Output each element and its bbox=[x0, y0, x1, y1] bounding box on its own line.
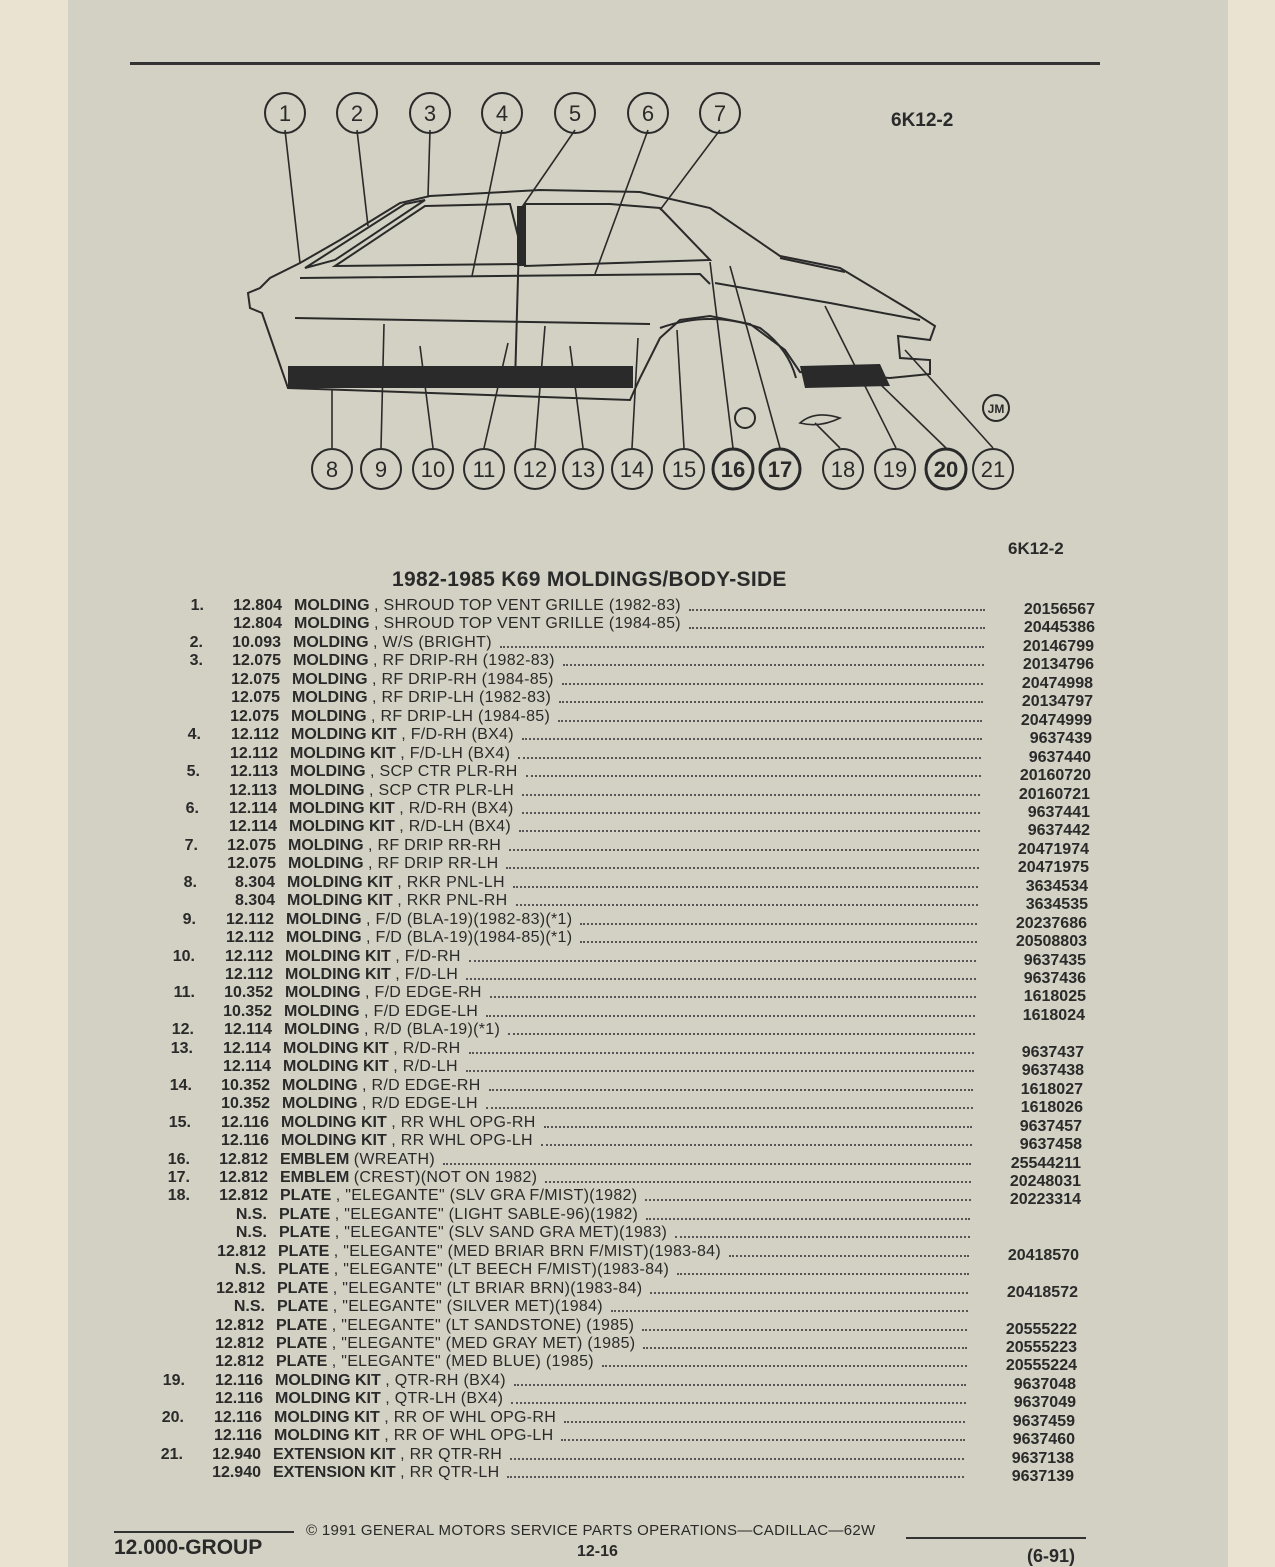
part-number: 20418570 bbox=[1007, 1246, 1079, 1264]
part-name: MOLDING KIT bbox=[285, 966, 391, 983]
group-number: 12.116 bbox=[220, 1113, 269, 1131]
group-number: 12.116 bbox=[213, 1427, 262, 1445]
callout-10 bbox=[413, 449, 453, 489]
part-name: MOLDING KIT bbox=[281, 1113, 387, 1131]
group-number: N.S. bbox=[234, 1261, 266, 1279]
part-detail: , RF DRIP RR-RH bbox=[368, 836, 502, 854]
group-number: 12.812 bbox=[216, 1279, 265, 1297]
part-number: 9637139 bbox=[1011, 1468, 1074, 1486]
svg-text:9: 9 bbox=[374, 457, 388, 482]
group-number: 12.114 bbox=[228, 818, 277, 836]
svg-text:12: 12 bbox=[522, 457, 548, 482]
item-number: 21. bbox=[160, 1445, 183, 1463]
part-name: MOLDING bbox=[294, 615, 370, 633]
figure-id-top: 6K12-2 bbox=[891, 110, 954, 131]
part-detail: , RF DRIP-LH (1982-83) bbox=[372, 689, 552, 707]
wreath-emblem bbox=[735, 408, 755, 428]
part-number: 9637439 bbox=[1029, 730, 1092, 748]
part-name: MOLDING KIT bbox=[287, 892, 393, 910]
part-name: MOLDING KIT bbox=[281, 1132, 387, 1150]
part-name: MOLDING bbox=[293, 652, 369, 670]
part-number: 20445386 bbox=[1023, 619, 1095, 637]
group-number: 12.112 bbox=[224, 947, 273, 965]
callout-9 bbox=[361, 449, 401, 489]
group-number: 12.812 bbox=[219, 1150, 268, 1168]
svg-text:4: 4 bbox=[495, 101, 509, 126]
part-name: PLATE bbox=[279, 1224, 331, 1242]
part-number: 9637138 bbox=[1011, 1449, 1074, 1467]
group-number: 12.116 bbox=[213, 1408, 262, 1426]
part-name: PLATE bbox=[280, 1187, 332, 1205]
part-name: EMBLEM bbox=[280, 1150, 350, 1168]
part-number: 9637438 bbox=[1021, 1062, 1084, 1080]
item-number: 15. bbox=[168, 1113, 191, 1131]
part-number: 20237686 bbox=[1015, 914, 1087, 932]
item-number: 8. bbox=[183, 873, 197, 891]
item-number: 4. bbox=[187, 726, 201, 744]
group-number: 12.116 bbox=[220, 1132, 269, 1150]
part-number: 1618024 bbox=[1022, 1006, 1085, 1024]
wheel-arch bbox=[660, 319, 796, 378]
part-detail: , W/S (BRIGHT) bbox=[373, 633, 492, 651]
part-number: 20160721 bbox=[1018, 785, 1090, 803]
svg-text:3: 3 bbox=[423, 101, 437, 126]
part-name: EXTENSION KIT bbox=[273, 1464, 396, 1482]
part-name: MOLDING KIT bbox=[274, 1427, 380, 1445]
part-detail: , "ELEGANTE" (MED GRAY MET) (1985) bbox=[331, 1335, 636, 1352]
item-number: 16. bbox=[167, 1150, 190, 1168]
group-number: 12.112 bbox=[224, 966, 273, 983]
item-number: 3. bbox=[189, 652, 203, 670]
part-number: 9637460 bbox=[1012, 1431, 1075, 1449]
part-number: 9637442 bbox=[1027, 822, 1090, 840]
part-detail: , F/D EDGE-RH bbox=[365, 984, 482, 1002]
part-number: 9637435 bbox=[1023, 951, 1086, 969]
group-number: 12.812 bbox=[215, 1316, 264, 1334]
group-number: 10.352 bbox=[224, 984, 273, 1002]
top-rule bbox=[130, 62, 1100, 65]
callout-6 bbox=[628, 93, 668, 133]
group-number: 12.112 bbox=[225, 910, 274, 928]
part-detail: , "ELEGANTE" (MED BLUE) (1985) bbox=[331, 1353, 594, 1371]
part-name: PLATE bbox=[276, 1335, 328, 1352]
part-name: MOLDING KIT bbox=[275, 1390, 381, 1408]
footer-page-number: 12-16 bbox=[577, 1543, 618, 1560]
part-number: 20471974 bbox=[1017, 840, 1089, 858]
svg-text:15: 15 bbox=[671, 457, 697, 482]
part-number: 20134796 bbox=[1022, 656, 1094, 674]
part-name: MOLDING KIT bbox=[289, 818, 395, 836]
item-number: 2. bbox=[189, 633, 203, 651]
part-number: 20474998 bbox=[1021, 674, 1093, 692]
group-number: 12.812 bbox=[219, 1168, 268, 1186]
svg-text:17: 17 bbox=[767, 457, 793, 482]
item-number: 1. bbox=[190, 597, 204, 614]
group-number: 12.112 bbox=[229, 744, 278, 762]
footer-group: 12.000-GROUP bbox=[114, 1536, 263, 1559]
part-name: MOLDING KIT bbox=[274, 1408, 380, 1426]
part-name: MOLDING bbox=[285, 984, 361, 1002]
part-name: PLATE bbox=[276, 1353, 328, 1371]
part-detail: , F/D-LH (BX4) bbox=[400, 744, 511, 762]
elegante-plate bbox=[800, 415, 840, 425]
part-detail: , F/D-RH (BX4) bbox=[401, 726, 514, 744]
part-detail: , RR OF WHL OPG-LH bbox=[384, 1427, 554, 1445]
group-number: 12.116 bbox=[214, 1371, 263, 1389]
group-number: 12.075 bbox=[230, 707, 279, 725]
callout-5 bbox=[555, 93, 595, 133]
group-number: 12.075 bbox=[232, 652, 281, 670]
svg-text:8: 8 bbox=[325, 457, 339, 482]
part-name: MOLDING bbox=[292, 670, 368, 688]
group-number: 12.804 bbox=[233, 615, 282, 633]
part-detail: , SCP CTR PLR-LH bbox=[369, 781, 514, 799]
footer-copyright: © 1991 GENERAL MOTORS SERVICE PARTS OPERATIONS—CADILLAC—62W bbox=[306, 1522, 876, 1539]
footer-rule-left bbox=[114, 1531, 294, 1533]
part-name: MOLDING KIT bbox=[287, 873, 393, 891]
part-detail: , RF DRIP-RH (1984-85) bbox=[372, 670, 554, 688]
part-detail: , R/D (BLA-19)(*1) bbox=[364, 1021, 501, 1039]
part-name: MOLDING bbox=[284, 1021, 360, 1039]
part-detail: , "ELEGANTE" (LT BRIAR BRN)(1983-84) bbox=[332, 1279, 643, 1297]
part-name: MOLDING bbox=[288, 836, 364, 854]
belt-line bbox=[300, 274, 710, 284]
part-detail: , R/D-LH (BX4) bbox=[399, 818, 511, 836]
callout-18 bbox=[823, 449, 863, 489]
part-detail: , RF DRIP-LH (1984-85) bbox=[371, 707, 551, 725]
svg-text:16: 16 bbox=[720, 457, 746, 482]
svg-text:11: 11 bbox=[472, 457, 496, 482]
part-number: 20156567 bbox=[1023, 601, 1095, 618]
part-name: MOLDING KIT bbox=[289, 799, 395, 817]
group-number: N.S. bbox=[235, 1205, 267, 1223]
part-number: 9637436 bbox=[1023, 970, 1086, 987]
part-name: PLATE bbox=[279, 1205, 331, 1223]
group-number: 12.940 bbox=[212, 1464, 261, 1482]
part-detail: , F/D-RH bbox=[395, 947, 461, 965]
part-name: PLATE bbox=[277, 1279, 329, 1297]
part-name: MOLDING bbox=[290, 763, 366, 781]
part-name: MOLDING bbox=[282, 1095, 358, 1113]
figure-id-bottom: 6K12-2 bbox=[1008, 539, 1064, 558]
part-number: 9637457 bbox=[1019, 1117, 1082, 1135]
svg-text:6: 6 bbox=[641, 101, 655, 126]
part-detail: , R/D-LH bbox=[393, 1058, 458, 1076]
part-number: 9637459 bbox=[1012, 1412, 1075, 1430]
footer-rule-right bbox=[906, 1537, 1086, 1539]
part-detail: , R/D-RH bbox=[393, 1039, 461, 1057]
svg-text:18: 18 bbox=[830, 457, 856, 482]
part-number: 25544211 bbox=[1010, 1154, 1081, 1172]
part-detail: , RF DRIP-RH (1982-83) bbox=[373, 652, 555, 670]
part-detail: , SHROUD TOP VENT GRILLE (1984-85) bbox=[374, 615, 681, 633]
group-number: 12.114 bbox=[222, 1039, 271, 1057]
callout-14 bbox=[612, 449, 652, 489]
group-number: 10.352 bbox=[221, 1076, 270, 1094]
footer-date: (6-91) bbox=[1027, 1546, 1076, 1566]
group-number: 12.075 bbox=[227, 836, 276, 854]
part-detail: , QTR-LH (BX4) bbox=[385, 1390, 504, 1408]
part-number: 20555223 bbox=[1005, 1339, 1077, 1356]
part-number: 9637440 bbox=[1028, 748, 1091, 766]
part-name: MOLDING KIT bbox=[290, 744, 396, 762]
section-title: 1982-1985 K69 MOLDINGS/BODY-SIDE bbox=[392, 568, 787, 591]
quarter-line bbox=[715, 283, 920, 320]
svg-text:13: 13 bbox=[570, 457, 596, 482]
part-name: MOLDING bbox=[284, 1002, 360, 1020]
part-name: PLATE bbox=[276, 1316, 328, 1334]
part-number: 20555224 bbox=[1005, 1357, 1077, 1375]
part-number: 9637458 bbox=[1019, 1136, 1082, 1154]
part-number: 20223314 bbox=[1009, 1191, 1081, 1209]
windshield bbox=[305, 200, 425, 268]
item-number: 6. bbox=[185, 799, 199, 817]
part-number: 20508803 bbox=[1015, 933, 1087, 951]
item-number: 13. bbox=[170, 1039, 193, 1057]
group-number: 10.093 bbox=[232, 633, 281, 651]
callout-4 bbox=[482, 93, 522, 133]
part-detail: , RR WHL OPG-RH bbox=[391, 1113, 536, 1131]
callout-8 bbox=[312, 449, 352, 489]
part-detail: , F/D EDGE-LH bbox=[364, 1002, 479, 1020]
part-number: 20471975 bbox=[1017, 859, 1089, 877]
group-number: 12.114 bbox=[222, 1058, 271, 1076]
part-detail: , RR OF WHL OPG-RH bbox=[384, 1408, 557, 1426]
part-number: 9637441 bbox=[1027, 803, 1090, 821]
part-name: MOLDING bbox=[282, 1076, 358, 1094]
part-number: 20160720 bbox=[1019, 767, 1091, 785]
group-number: 12.804 bbox=[233, 597, 282, 614]
part-name: PLATE bbox=[277, 1298, 329, 1316]
callout-13 bbox=[563, 449, 603, 489]
group-number: 12.812 bbox=[217, 1242, 266, 1260]
item-number: 10. bbox=[172, 947, 195, 965]
group-number: 12.812 bbox=[219, 1187, 268, 1205]
callout-11 bbox=[464, 449, 504, 489]
callout-15 bbox=[664, 449, 704, 489]
item-number: 20. bbox=[161, 1408, 184, 1426]
group-number: 12.075 bbox=[227, 855, 276, 873]
part-name: MOLDING bbox=[286, 910, 362, 928]
center-pillar-molding bbox=[517, 206, 524, 266]
group-number: 12.113 bbox=[228, 781, 277, 799]
group-number: 12.075 bbox=[231, 689, 280, 707]
part-detail: , RR WHL OPG-LH bbox=[391, 1132, 533, 1150]
item-number: 7. bbox=[184, 836, 198, 854]
part-number: 1618025 bbox=[1023, 988, 1086, 1006]
part-detail: (WREATH) bbox=[353, 1150, 435, 1168]
rocker-panel-molding bbox=[288, 366, 633, 388]
part-name: MOLDING KIT bbox=[275, 1371, 381, 1389]
part-name: MOLDING KIT bbox=[285, 947, 391, 965]
svg-text:10: 10 bbox=[420, 457, 446, 482]
part-number: 20555222 bbox=[1005, 1320, 1077, 1338]
part-detail: , "ELEGANTE" (SLV GRA F/MIST)(1982) bbox=[335, 1187, 638, 1205]
part-number: 3634534 bbox=[1025, 877, 1088, 895]
part-number: 20248031 bbox=[1009, 1172, 1081, 1190]
group-number: 10.352 bbox=[223, 1002, 272, 1020]
svg-text:1: 1 bbox=[278, 101, 292, 126]
part-name: MOLDING bbox=[291, 707, 367, 725]
svg-text:14: 14 bbox=[619, 457, 645, 482]
item-number: 14. bbox=[169, 1076, 192, 1094]
body-line bbox=[295, 318, 650, 324]
callout-19 bbox=[875, 449, 915, 489]
svg-text:2: 2 bbox=[350, 101, 364, 126]
group-number: N.S. bbox=[233, 1298, 265, 1316]
item-number: 19. bbox=[162, 1371, 185, 1389]
group-number: 12.112 bbox=[230, 726, 279, 744]
part-detail: (CREST)(NOT ON 1982) bbox=[353, 1168, 538, 1186]
part-name: PLATE bbox=[278, 1242, 330, 1260]
group-number: 12.113 bbox=[229, 763, 278, 781]
part-detail: , "ELEGANTE" (LT SANDSTONE) (1985) bbox=[331, 1316, 635, 1334]
rear-pillar-line bbox=[780, 258, 845, 272]
part-name: MOLDING KIT bbox=[291, 726, 397, 744]
part-detail: , RR QTR-LH bbox=[400, 1464, 500, 1482]
part-detail: , RR QTR-RH bbox=[400, 1445, 503, 1463]
part-detail: , R/D-RH (BX4) bbox=[399, 799, 514, 817]
part-name: MOLDING KIT bbox=[283, 1039, 389, 1057]
group-number: 12.940 bbox=[212, 1445, 261, 1463]
group-number: 12.112 bbox=[225, 929, 274, 947]
callout-21 bbox=[973, 449, 1013, 489]
callout-2 bbox=[337, 93, 377, 133]
item-number: 17. bbox=[167, 1168, 190, 1186]
part-name: MOLDING bbox=[288, 855, 364, 873]
group-number: 10.352 bbox=[221, 1095, 270, 1113]
part-detail: , "ELEGANTE" (SILVER MET)(1984) bbox=[332, 1298, 603, 1316]
part-detail: , SCP CTR PLR-RH bbox=[370, 763, 518, 781]
item-number: 12. bbox=[171, 1021, 194, 1039]
item-number: 5. bbox=[186, 763, 200, 781]
svg-text:5: 5 bbox=[568, 101, 582, 126]
part-number: 20146799 bbox=[1022, 637, 1094, 655]
part-number: 1618027 bbox=[1020, 1080, 1083, 1098]
part-detail: , "ELEGANTE" (LT BEECH F/MIST)(1983-84) bbox=[333, 1261, 670, 1279]
callout-20 bbox=[926, 449, 966, 489]
group-number: 12.812 bbox=[215, 1353, 264, 1371]
group-number: 8.304 bbox=[234, 892, 275, 910]
callout-1 bbox=[265, 93, 305, 133]
part-detail: , "ELEGANTE" (SLV SAND GRA MET)(1983) bbox=[334, 1224, 668, 1242]
callout-3 bbox=[410, 93, 450, 133]
jm-badge bbox=[983, 395, 1009, 421]
part-number: 9637437 bbox=[1021, 1043, 1084, 1061]
part-detail: , SHROUD TOP VENT GRILLE (1982-83) bbox=[374, 597, 681, 614]
item-number: 9. bbox=[182, 910, 196, 928]
group-number: 12.116 bbox=[214, 1390, 263, 1408]
part-detail: , RKR PNL-RH bbox=[397, 892, 508, 910]
part-detail: , F/D (BLA-19)(1984-85)(*1) bbox=[366, 929, 573, 947]
part-name: EXTENSION KIT bbox=[273, 1445, 396, 1463]
svg-text:19: 19 bbox=[882, 457, 908, 482]
group-number: N.S. bbox=[235, 1224, 267, 1242]
part-name: EMBLEM bbox=[280, 1168, 350, 1186]
rear-rocker-molding bbox=[800, 364, 890, 388]
part-detail: , RKR PNL-LH bbox=[397, 873, 505, 891]
group-number: 12.114 bbox=[228, 799, 277, 817]
part-name: MOLDING bbox=[292, 689, 368, 707]
callout-16 bbox=[713, 449, 753, 489]
group-number: 12.075 bbox=[231, 670, 280, 688]
part-number: 3634535 bbox=[1025, 896, 1088, 914]
part-number: 20474999 bbox=[1020, 711, 1092, 729]
part-detail: , R/D EDGE-LH bbox=[362, 1095, 478, 1113]
part-name: MOLDING bbox=[286, 929, 362, 947]
part-name: MOLDING bbox=[293, 633, 369, 651]
callout-12 bbox=[515, 449, 555, 489]
front-door-window bbox=[335, 204, 525, 266]
part-name: MOLDING bbox=[289, 781, 365, 799]
part-detail: , F/D-LH bbox=[395, 966, 459, 983]
svg-text:20: 20 bbox=[933, 457, 959, 482]
part-detail: , "ELEGANTE" (MED BRIAR BRN F/MIST)(1983-84) bbox=[333, 1242, 722, 1260]
group-number: 8.304 bbox=[234, 873, 275, 891]
part-name: MOLDING bbox=[294, 597, 370, 614]
group-number: 12.812 bbox=[215, 1335, 264, 1352]
part-number: 20418572 bbox=[1006, 1283, 1078, 1301]
callout-7 bbox=[700, 93, 740, 133]
part-detail: , R/D EDGE-RH bbox=[362, 1076, 481, 1094]
part-number: 1618026 bbox=[1020, 1099, 1083, 1117]
callout-17 bbox=[760, 449, 800, 489]
part-detail: , RF DRIP RR-LH bbox=[368, 855, 499, 873]
part-detail: , F/D (BLA-19)(1982-83)(*1) bbox=[366, 910, 573, 928]
part-number: 9637048 bbox=[1013, 1375, 1076, 1393]
part-number: 9637049 bbox=[1013, 1394, 1076, 1412]
svg-text:JM: JM bbox=[987, 402, 1005, 416]
part-number: 20134797 bbox=[1021, 693, 1093, 711]
part-detail: , QTR-RH (BX4) bbox=[385, 1371, 506, 1389]
item-number: 11. bbox=[173, 984, 195, 1002]
part-name: MOLDING KIT bbox=[283, 1058, 389, 1076]
svg-text:7: 7 bbox=[713, 101, 727, 126]
svg-text:21: 21 bbox=[980, 457, 1006, 482]
part-name: PLATE bbox=[278, 1261, 330, 1279]
item-number: 18. bbox=[167, 1187, 190, 1205]
car-body-side-diagram bbox=[240, 88, 1030, 498]
part-detail: , "ELEGANTE" (LIGHT SABLE-96)(1982) bbox=[334, 1205, 639, 1223]
group-number: 12.114 bbox=[223, 1021, 272, 1039]
